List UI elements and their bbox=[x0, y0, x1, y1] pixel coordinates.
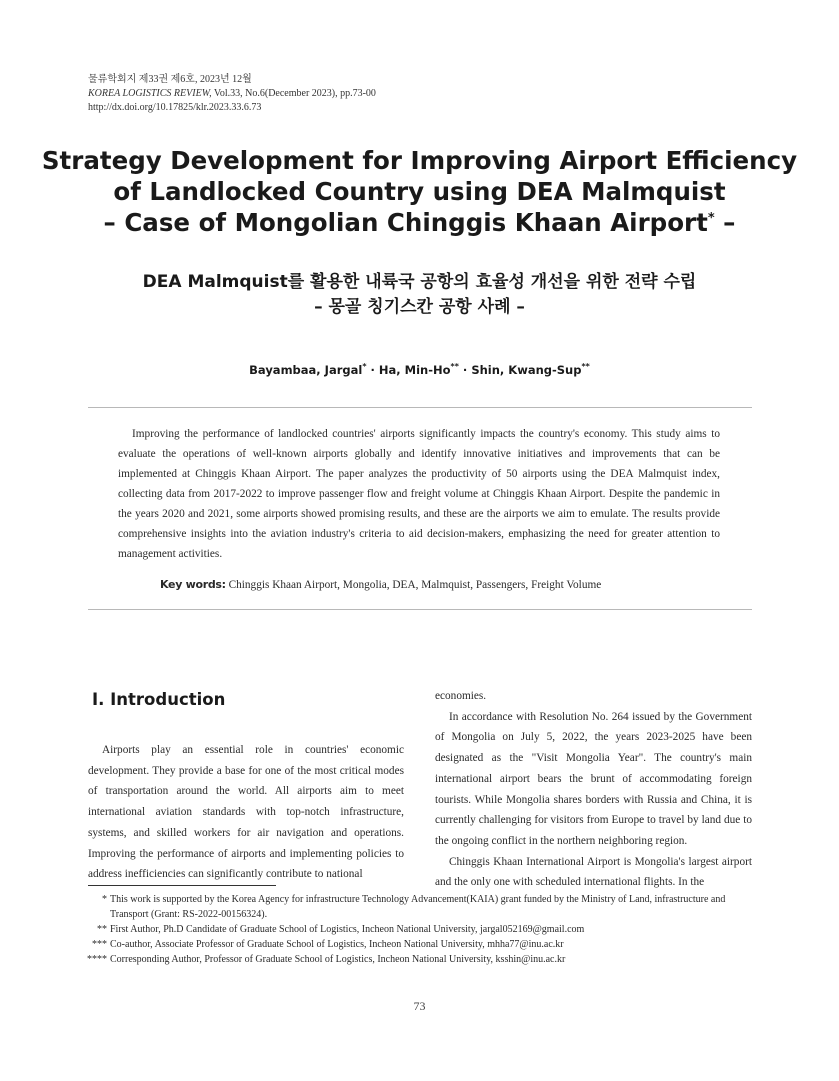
footnote-text: First Author, Ph.D Candidate of Graduate School of Logistics, Incheon National University, jargal052169@gmail.com bbox=[110, 924, 585, 935]
doi-link[interactable]: http://dx.doi.org/10.17825/klr.2023.33.6.73 bbox=[88, 102, 262, 113]
keywords-label: Key words: bbox=[160, 578, 226, 591]
footnote-mark: * bbox=[102, 894, 107, 905]
abstract-text: Improving the performance of landlocked countries' airports significantly impacts the country's economy. This study aims to evaluate the operations of well-known airports globally and identify innovative initiatives and improvements that can be implemented at Chinggis Khaan Airport. The paper analyzes the productivity of 50 airports using the DEA Malmquist index, collecting data from 2017-2022 to improve passenger flow and freight volume at Chinggis Khaan Airport. Despite the pandemic in the years 2020 and 2021, some airports showed promising results, and these are the airports we aim to emulate. The results provide comprehensive insights into the aviation industry's criteria to aid decision-makers, emphasizing the need for greater attention to management activities. bbox=[118, 428, 720, 560]
author-3-mark: ** bbox=[581, 362, 590, 371]
footnote-text: This work is supported by the Korea Agency for infrastructure Technology Advancement(KAIA) grant funded by the Ministry of Land, infrastructure and Transport (Grant: RS-2022-00156324). bbox=[110, 894, 726, 920]
journal-volume: Vol.33, No.6(December 2023), pp.73-00 bbox=[211, 88, 376, 99]
footnote-rule bbox=[88, 885, 276, 886]
journal-english-issue bbox=[88, 87, 376, 101]
journal-korean-issue: 물류학회지 제33권 제6호, 2023년 12월 bbox=[88, 74, 252, 85]
title-line-2: of Landlocked Country using DEA Malmquist bbox=[113, 177, 726, 206]
author-2-mark: ** bbox=[450, 362, 459, 371]
footnote-mark: **** bbox=[87, 954, 107, 965]
right-column bbox=[435, 686, 752, 893]
footnote-text: Co-author, Associate Professor of Graduate School of Logistics, Incheon National University, mhha77@inu.ac.kr bbox=[110, 939, 564, 950]
korean-title-line-1: DEA Malmquist를 활용한 내륙국 공항의 효율성 개선을 위한 전략 수립 bbox=[142, 272, 697, 292]
title-line-3 bbox=[40, 207, 799, 238]
title-footnote-mark: * bbox=[707, 211, 715, 226]
korean-title bbox=[40, 270, 799, 320]
title-end-dash: – bbox=[714, 208, 736, 237]
author-2: Ha, Min-Ho bbox=[378, 362, 451, 377]
footnote bbox=[80, 922, 753, 937]
footnote-mark: *** bbox=[92, 939, 107, 950]
abstract-bottom-rule bbox=[88, 609, 752, 610]
author-1-mark: * bbox=[362, 362, 367, 371]
paper-title bbox=[40, 145, 799, 238]
page-number: 73 bbox=[413, 999, 426, 1013]
korean-title-line-2: – 몽골 칭기스칸 공항 사례 – bbox=[314, 297, 525, 317]
author-1: Bayambaa, Jargal bbox=[249, 362, 363, 377]
title-line-3-text: – Case of Mongolian Chinggis Khaan Airport bbox=[103, 208, 708, 237]
section-heading: Ⅰ. Introduction bbox=[92, 690, 226, 709]
author-separator: · bbox=[458, 362, 472, 377]
footnote-text: Corresponding Author, Professor of Graduate School of Logistics, Incheon National University, ksshin@inu.ac.kr bbox=[110, 954, 566, 965]
journal-name: KOREA LOGISTICS REVIEW, bbox=[88, 88, 212, 99]
journal-header bbox=[88, 73, 376, 115]
keywords bbox=[160, 578, 601, 591]
author-list bbox=[0, 362, 839, 377]
abstract-top-rule bbox=[88, 407, 752, 408]
footnote bbox=[80, 952, 753, 967]
footnotes bbox=[80, 892, 753, 967]
body-paragraph: In accordance with Resolution No. 264 issued by the Government of Mongolia on July 5, 2022, the years 2023-2025 have been designated as the "Visit Mongolia Year". The country's main international airport bears the brunt of accommodating foreign tourists. While Mongolia shares borders with Russia and China, it is currently challenging for visitors from Europe to travel by land due to the ongoing conflict in the northern neighboring region. bbox=[435, 710, 752, 847]
footnote bbox=[80, 937, 753, 952]
author-separator: · bbox=[366, 362, 379, 377]
keywords-text: Chinggis Khaan Airport, Mongolia, DEA, Malmquist, Passengers, Freight Volume bbox=[225, 579, 602, 591]
footnote-mark: ** bbox=[97, 924, 107, 935]
left-column bbox=[88, 740, 404, 885]
body-paragraph: Airports play an essential role in countries' economic development. They provide a base for one of the most critical modes of transportation around the world. All airports aim to meet international aviation standards with top-notch infrastructure, systems, and skilled workers for air navigation and operations. Improving the performance of airports and implementing policies to address inefficiencies can significantly contribute to national bbox=[88, 744, 404, 881]
author-3: Shin, Kwang-Sup bbox=[471, 362, 582, 377]
body-paragraph: Chinggis Khaan International Airport is Mongolia's largest airport and the only one with scheduled international flights. In the bbox=[435, 855, 752, 889]
footnote bbox=[80, 892, 753, 922]
title-line-1: Strategy Development for Improving Airport Efficiency bbox=[41, 146, 798, 175]
body-paragraph: economies. bbox=[435, 690, 487, 702]
